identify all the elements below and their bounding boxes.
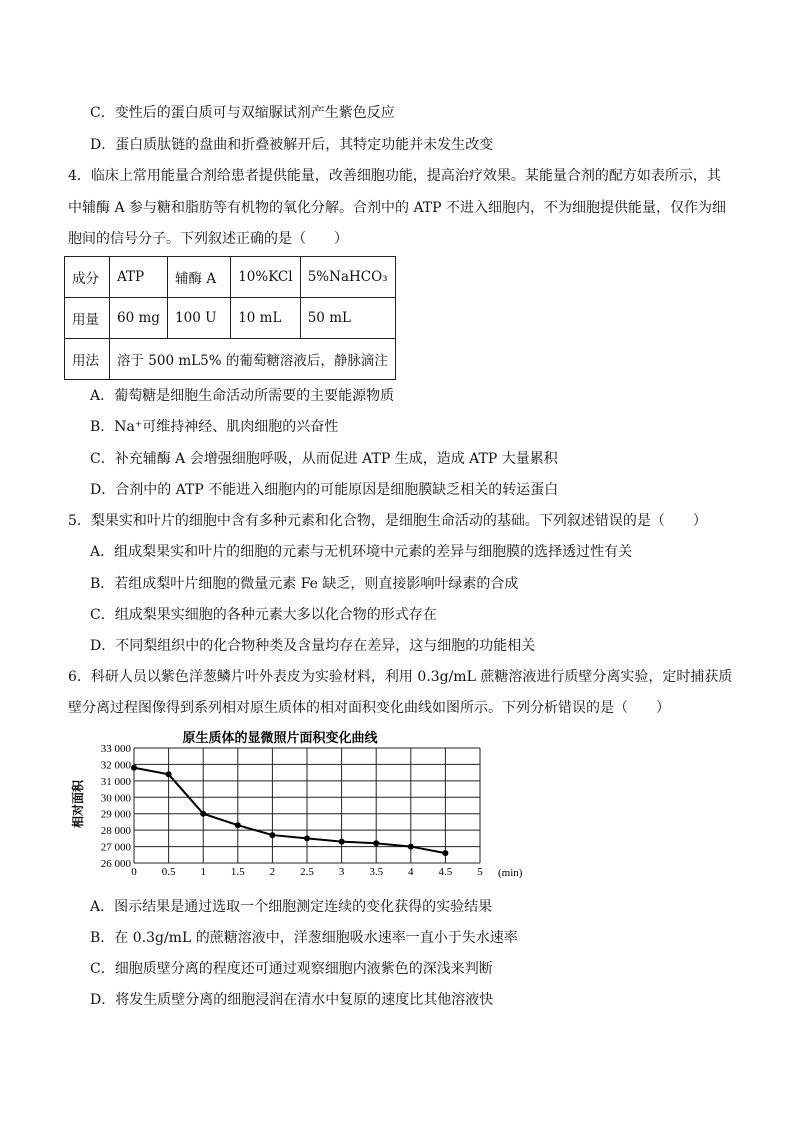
q6-stem-line-1: 6．科研人员以紫色洋葱鳞片叶外表皮为实验材料，利用 0.3g/mL 蔗糖溶液进行质壁分离实验，定时捕获质 bbox=[68, 669, 733, 685]
q6-stem-line-2: 壁分离过程图像得到系列相对原生质体的相对面积变化曲线如图所示。下列分析错误的是（ ） bbox=[68, 700, 670, 716]
y-tick-label: 33 000 bbox=[100, 743, 131, 755]
table-cell: 100 U bbox=[168, 298, 231, 339]
x-tick-label: 5 bbox=[477, 866, 483, 878]
q6-option-c: C．细胞质壁分离的程度还可通过观察细胞内液紫色的深浅来判断 bbox=[90, 961, 493, 977]
table-cell: 10 mL bbox=[231, 298, 301, 339]
q4-option-b: B．Na⁺可维持神经、肌肉细胞的兴奋性 bbox=[90, 419, 339, 435]
table-cell: 辅酶 A bbox=[168, 257, 231, 298]
q4-option-d: D．合剂中的 ATP 不能进入细胞内的可能原因是细胞膜缺乏相关的转运蛋白 bbox=[90, 482, 559, 498]
table-row bbox=[65, 339, 396, 380]
q3-option-c: C．变性后的蛋白质可与双缩脲试剂产生紫色反应 bbox=[90, 105, 395, 121]
x-tick-label: 2 bbox=[269, 866, 276, 878]
x-tick-label: 1.5 bbox=[230, 866, 245, 878]
chart-title: 原生质体的显微照片面积变化曲线 bbox=[182, 730, 378, 745]
data-point bbox=[339, 839, 345, 845]
table-cell: 5%NaHCO₃ bbox=[300, 257, 395, 298]
x-tick-label: 4 bbox=[408, 866, 414, 878]
table-cell: 成分 bbox=[65, 257, 110, 298]
chart-ticks bbox=[101, 743, 484, 878]
protoplast-area-chart bbox=[70, 728, 530, 888]
y-tick-label: 26 000 bbox=[100, 858, 131, 870]
q5-stem: 5．梨果实和叶片的细胞中含有多种元素和化合物，是细胞生命活动的基础。下列叙述错误的是（ ） bbox=[68, 513, 707, 529]
y-tick-label: 30 000 bbox=[100, 792, 131, 805]
data-point bbox=[269, 832, 275, 838]
q4-stem-line-1: 4．临床上常用能量合剂给患者提供能量，改善细胞功能，提高治疗效果。某能量合剂的配方如表所示，其 bbox=[68, 168, 721, 184]
x-tick-label: 0 bbox=[131, 866, 137, 878]
q4-stem-line-3: 胞间的信号分子。下列叙述正确的是（ ） bbox=[68, 231, 348, 247]
data-point bbox=[166, 771, 172, 777]
table-cell: 溶于 500 mL5% 的葡萄糖溶液后，静脉滴注 bbox=[110, 339, 396, 380]
y-tick-label: 27 000 bbox=[100, 841, 131, 854]
y-tick-label: 28 000 bbox=[100, 825, 131, 838]
q5-option-b: B．若组成梨叶片细胞的微量元素 Fe 缺乏，则直接影响叶绿素的合成 bbox=[90, 576, 519, 592]
table-cell: 60 mg bbox=[110, 298, 168, 339]
x-tick-label: 1 bbox=[200, 866, 206, 878]
data-point bbox=[442, 850, 448, 856]
chart-y-axis-label: 相对面积 bbox=[71, 779, 85, 829]
table-row bbox=[65, 298, 396, 339]
x-tick-label: 2.5 bbox=[300, 866, 314, 878]
q5-option-d: D．不同梨组织中的化合物种类及含量均存在差异，这与细胞的功能相关 bbox=[90, 638, 536, 654]
table-cell: 用法 bbox=[65, 339, 110, 380]
q5-option-c: C．组成梨果实细胞的各种元素大多以化合物的形式存在 bbox=[90, 607, 437, 623]
chart-x-axis-unit: (min) bbox=[498, 867, 523, 879]
x-tick-label: 0.5 bbox=[161, 866, 176, 878]
q5-option-a: A．组成梨果实和叶片的细胞的元素与无机环境中元素的差异与细胞膜的选择透过性有关 bbox=[90, 544, 633, 560]
chart-grid bbox=[134, 748, 480, 863]
y-tick-label: 31 000 bbox=[100, 775, 131, 788]
table-cell: ATP bbox=[110, 257, 168, 298]
y-tick-label: 32 000 bbox=[100, 759, 131, 772]
data-point bbox=[304, 835, 310, 841]
chart-series bbox=[131, 765, 448, 856]
q6-option-a: A．图示结果是通过选取一个细胞测定连续的变化获得的实验结果 bbox=[90, 899, 493, 915]
table-cell: 10%KCl bbox=[231, 257, 301, 298]
q4-option-a: A．葡萄糖是细胞生命活动所需要的主要能源物质 bbox=[90, 388, 395, 404]
table-cell: 50 mL bbox=[300, 298, 395, 339]
data-point bbox=[235, 822, 241, 828]
data-point bbox=[373, 840, 379, 846]
x-tick-label: 4.5 bbox=[438, 866, 453, 878]
table-row bbox=[65, 257, 396, 298]
formula-table bbox=[64, 256, 396, 380]
q4-stem-line-2: 中辅酶 A 参与糖和脂肪等有机物的氧化分解。合剂中的 ATP 不进入细胞内，不为细胞提供能量，仅作为细 bbox=[68, 200, 727, 216]
q6-option-d: D．将发生质壁分离的细胞浸润在清水中复原的速度比其他溶液快 bbox=[90, 992, 494, 1008]
table-cell: 用量 bbox=[65, 298, 110, 339]
x-tick-label: 3.5 bbox=[369, 866, 384, 878]
x-tick-label: 3 bbox=[338, 866, 345, 878]
y-tick-label: 29 000 bbox=[100, 808, 131, 821]
q4-option-c: C．补充辅酶 A 会增强细胞呼吸，从而促进 ATP 生成，造成 ATP 大量累积 bbox=[90, 451, 558, 467]
q6-option-b: B．在 0.3g/mL 的蔗糖溶液中，洋葱细胞吸水速率一直小于失水速率 bbox=[90, 930, 518, 946]
chart-svg bbox=[70, 728, 530, 888]
data-point bbox=[131, 765, 137, 771]
data-point bbox=[408, 844, 414, 850]
data-point bbox=[200, 811, 206, 817]
q3-option-d: D．蛋白质肽链的盘曲和折叠被解开后，其特定功能并未发生改变 bbox=[90, 137, 494, 153]
